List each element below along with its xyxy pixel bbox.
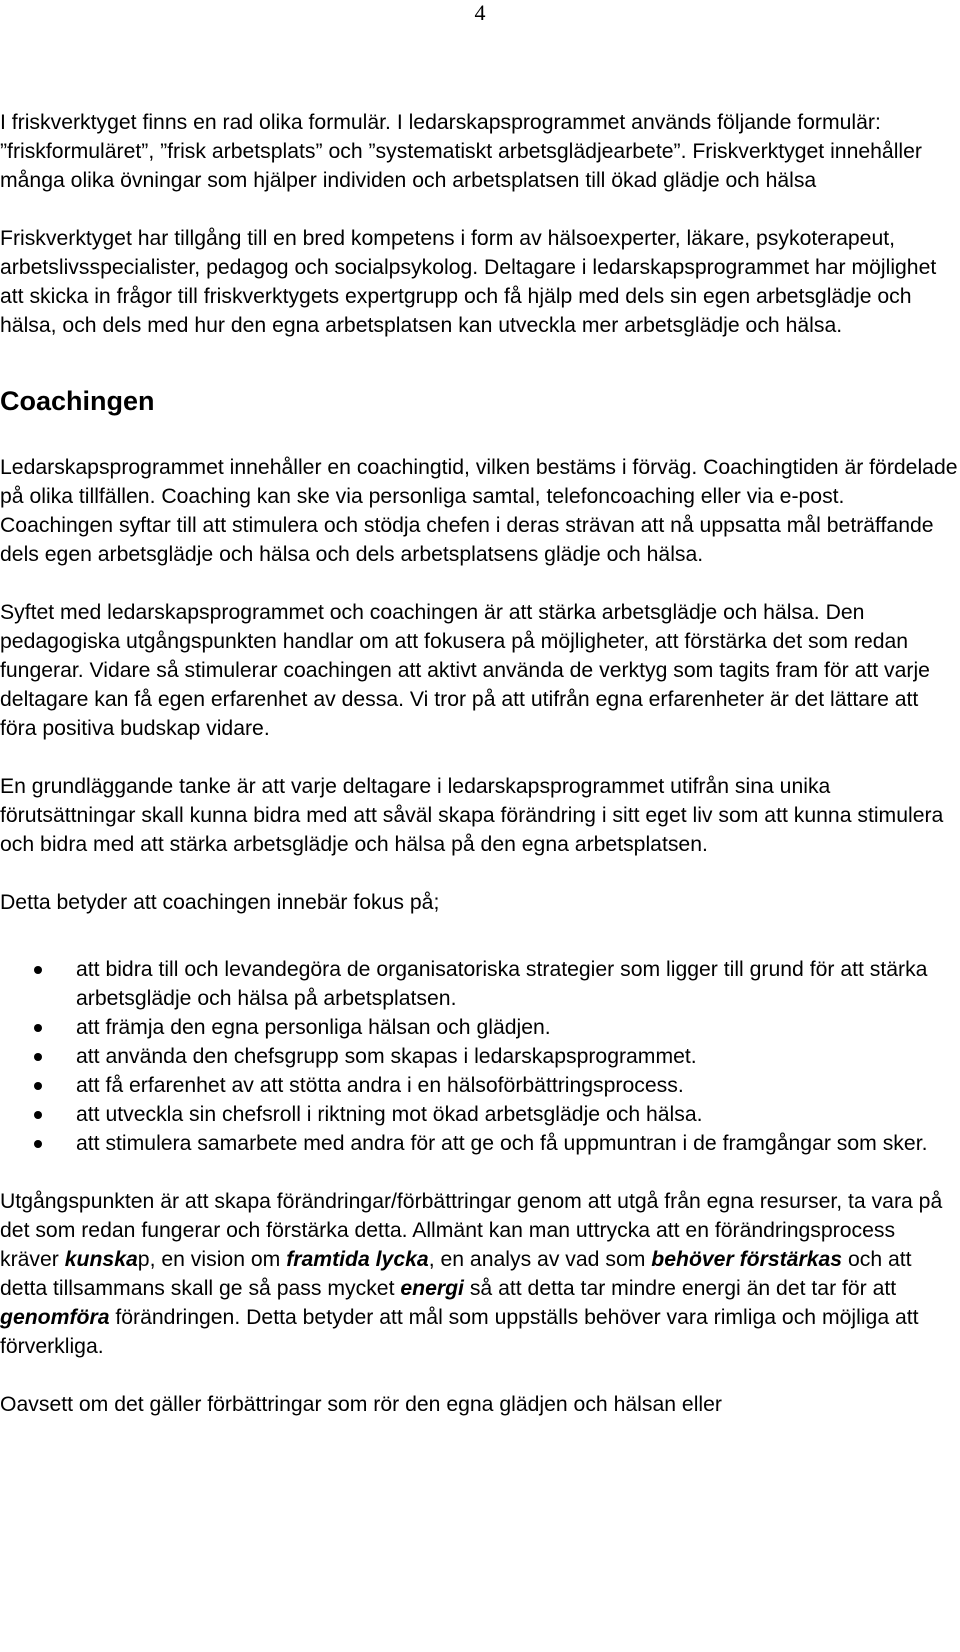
emphasis-behover-forstarkas: behöver förstärkas (651, 1248, 843, 1271)
list-item (0, 1013, 958, 1042)
text-run: Utgångspunkten är att skapa förändringar/förbättringar genom att utgå från egna resurser, ta vara på det som redan fungerar och förstärka detta. Allmänt kan man uttrycka att en förändringsprocess kräver (0, 1190, 943, 1271)
paragraph-coaching-purpose: Coachingen syftar till att stimulera och stödja chefen i deras strävan att nå uppsatta mål beträffande dels egen arbetsglädje och hälsa och dels arbetsplatsens glädje och hälsa. (0, 514, 934, 566)
paragraph-program-purpose: Syftet med ledarskapsprogrammet och coachingen är att stärka arbetsglädje och hälsa. Den pedagogiska utgångspunkten handlar om att fokusera på möjligheter, att förstärka det som redan fungerar. Vidare så stimulerar coachingen att aktivt använda de verktyg som tagits fram för att varje deltagare kan få egen erfarenhet av dessa. Vi tror på att utifrån egna erfarenheter är det lättare att föra positiva budskap vidare. (0, 601, 930, 740)
list-item (0, 955, 958, 1013)
text-run: p, en vision om (137, 1248, 287, 1271)
section-heading-coachingen: Coachingen (0, 386, 155, 416)
text-run: , en analys av vad som (428, 1248, 652, 1271)
emphasis-energi: energi (400, 1277, 464, 1300)
paragraph-focus-intro: Detta betyder att coachingen innebär fokus på; (0, 891, 440, 914)
bullet-icon (34, 966, 42, 974)
emphasis-genomfora: genomföra (0, 1306, 110, 1329)
page-number: 4 (474, 0, 486, 25)
paragraph-competence: Friskverktyget har tillgång till en bred kompetens i form av hälsoexperter, läkare, psykoterapeut, arbetslivsspecialister, pedagog och socialpsykolog. Deltagare i ledarskapsprogrammet har möjlighet att skicka in frågor till friskverktygets expertgrupp och få hjälp med dels sin egen arbetsglädje och hälsa, och dels med hur den egna arbetsplatsen kan utveckla mer arbetsglädje och hälsa. (0, 227, 937, 337)
text-run: och att detta tillsammans skall ge så pass mycket (0, 1248, 912, 1300)
text-run: så att detta tar mindre energi än det tar för att (463, 1277, 897, 1300)
paragraph-regardless: Oavsett om det gäller förbättringar som rör den egna glädjen och hälsan eller (0, 1393, 722, 1416)
list-item-text: att få erfarenhet av att stötta andra i en hälsoförbättringsprocess. (76, 1074, 684, 1097)
bullet-icon (34, 1053, 42, 1061)
document-body (0, 108, 958, 1419)
list-item-text: att utveckla sin chefsroll i riktning mot ökad arbetsglädje och hälsa. (76, 1103, 703, 1126)
focus-list (0, 955, 958, 1158)
paragraph-coaching-time: Ledarskapsprogrammet innehåller en coachingtid, vilken bestäms i förväg. Coachingtiden är fördelade på olika tillfällen. Coaching kan ske via personliga samtal, telefoncoaching eller via e-post. (0, 456, 958, 508)
list-item-text: att använda den chefsgrupp som skapas i ledarskapsprogrammet. (76, 1045, 697, 1068)
paragraph-basic-idea: En grundläggande tanke är att varje deltagare i ledarskapsprogrammet utifrån sina unika förutsättningar skall kunna bidra med att såväl skapa förändring i sitt eget liv som att kunna stimulera och bidra med att stärka arbetsglädje och hälsa på den egna arbetsplatsen. (0, 775, 944, 856)
list-item (0, 1042, 958, 1071)
bullet-icon (34, 1111, 42, 1119)
bullet-icon (34, 1140, 42, 1148)
list-item-text: att stimulera samarbete med andra för att ge och få uppmuntran i de framgångar som sker. (76, 1132, 928, 1155)
text-run: förändringen. Detta betyder att mål som uppställs behöver vara rimliga och möjliga att förverkliga. (0, 1306, 919, 1358)
bullet-icon (34, 1024, 42, 1032)
list-item-text: att bidra till och levandegöra de organisatoriska strategier som ligger till grund för att stärka arbetsglädje och hälsa på arbetsplatsen. (76, 958, 928, 1010)
list-item (0, 1100, 958, 1129)
paragraph-forms: I friskverktyget finns en rad olika formulär. I ledarskapsprogrammet används följande formulär: ”friskformuläret”, ”frisk arbetsplats” och ”systematiskt arbetsglädjearbete”. Friskverktyget innehåller många olika övningar som hjälper individen och arbetsplatsen till ökad glädje och hälsa (0, 111, 922, 192)
list-item (0, 1071, 958, 1100)
emphasis-kunskap: kunska (64, 1248, 138, 1271)
list-item (0, 1129, 958, 1158)
emphasis-framtida-lycka: framtida lycka (286, 1248, 429, 1271)
paragraph-starting-point (0, 1187, 958, 1361)
list-item-text: att främja den egna personliga hälsan och glädjen. (76, 1016, 551, 1039)
bullet-icon (34, 1082, 42, 1090)
